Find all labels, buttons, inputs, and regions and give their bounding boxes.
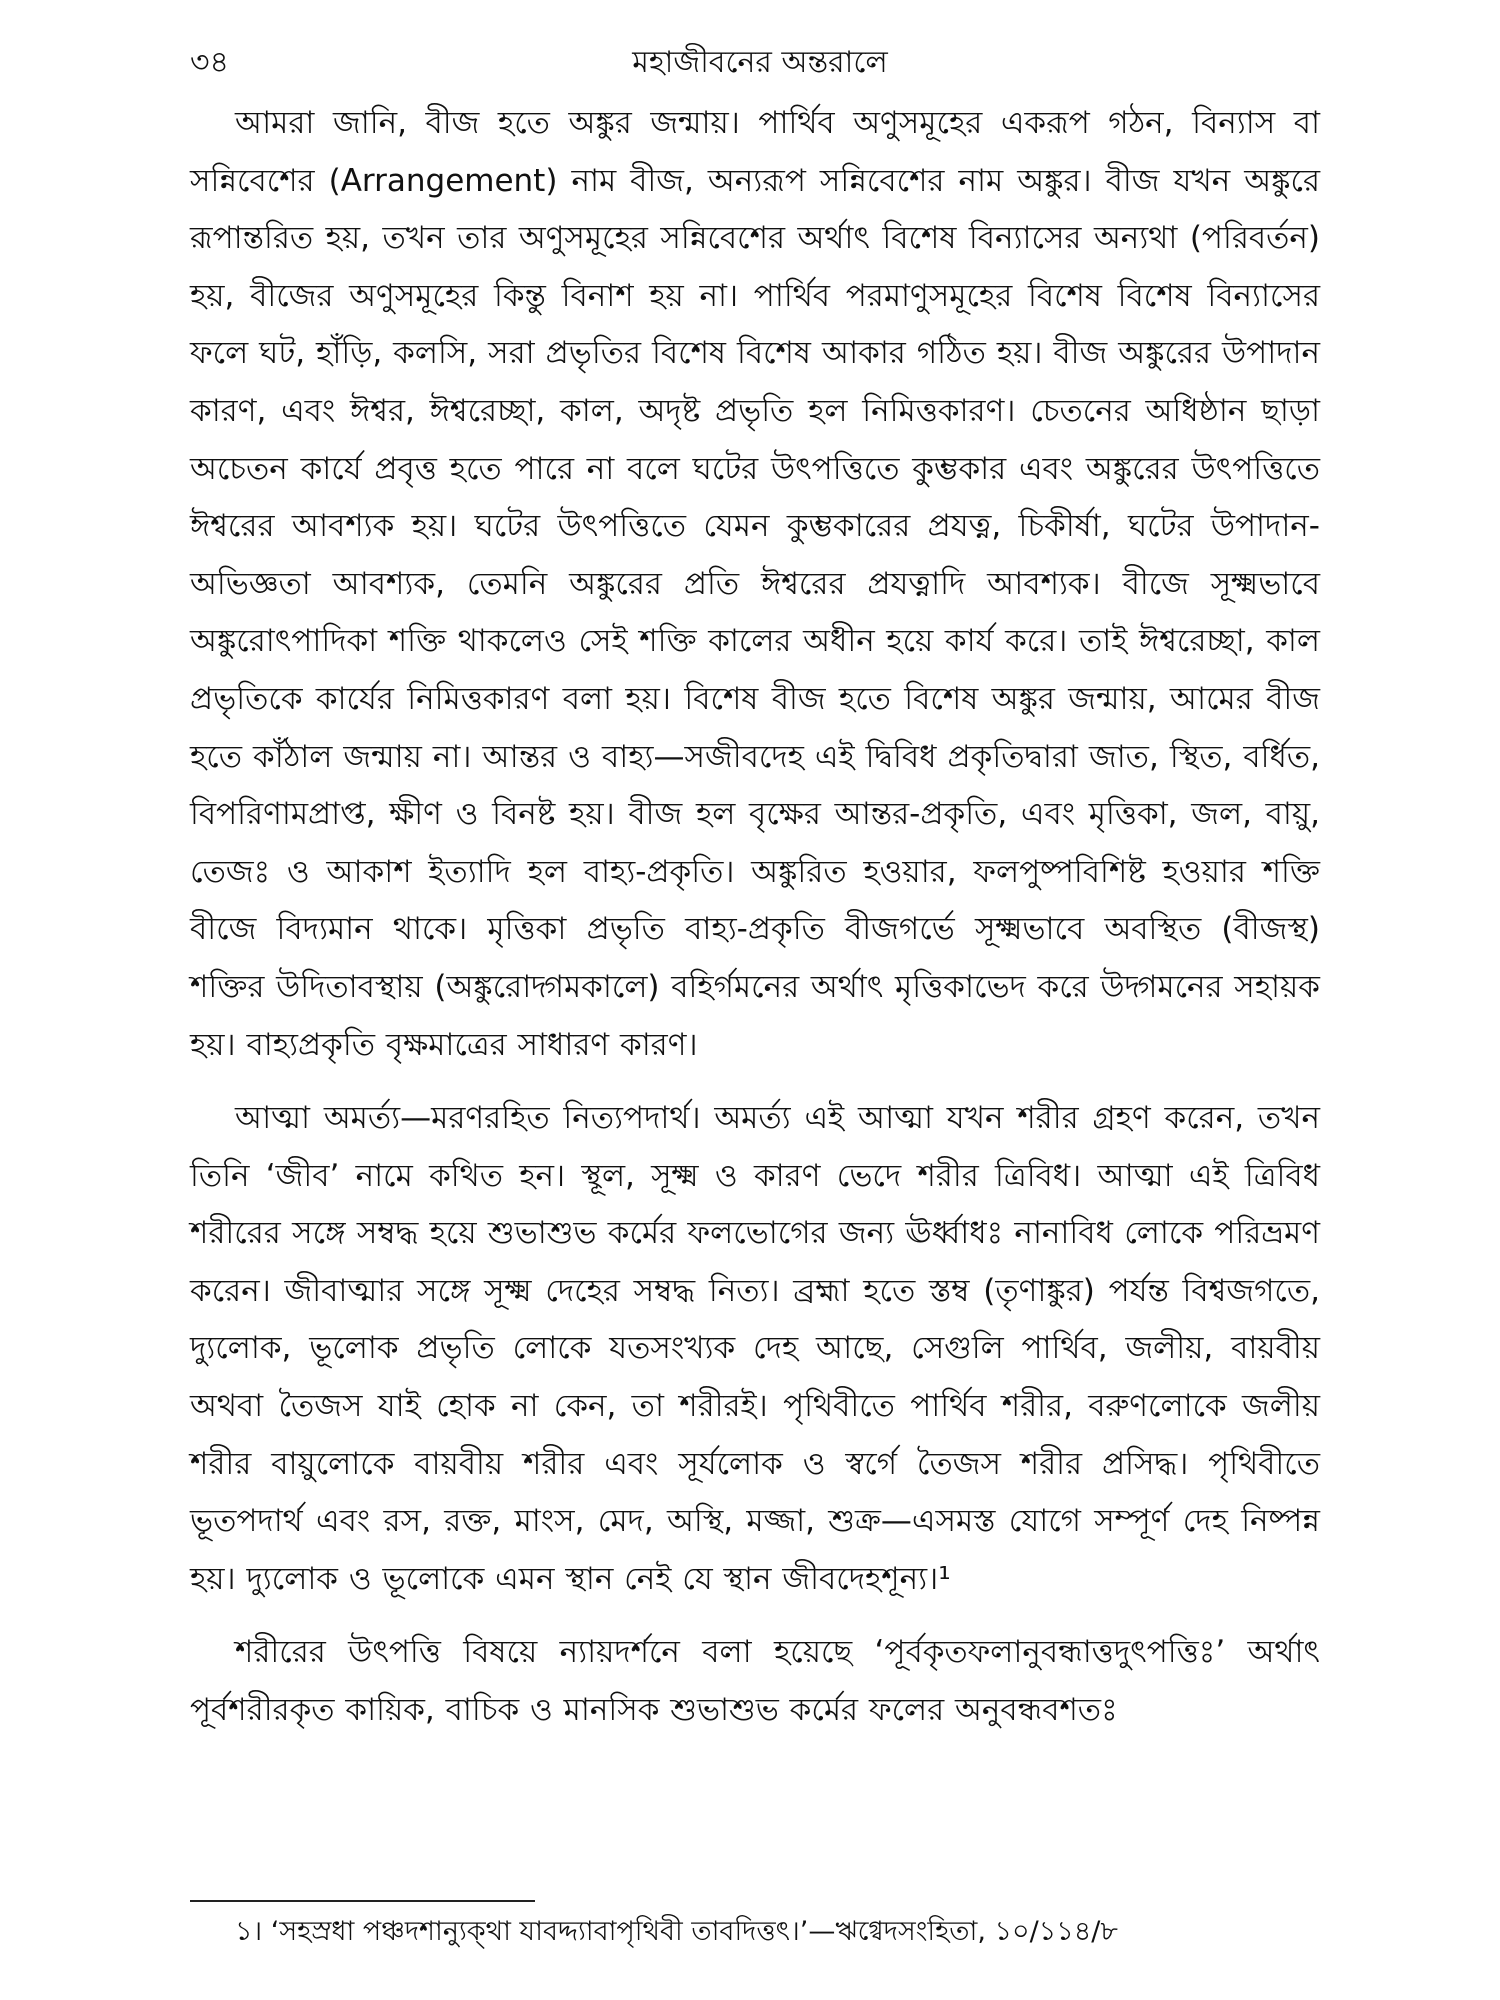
paragraph: শরীরের উৎপত্তি বিষয়ে ন্যায়দর্শনে বলা হয়েছে ‘পূর্বকৃতফলানুবন্ধাত্তদুৎপত্তিঃ’ অর্থাৎ পূর্বশরীরকৃত কায়িক, বাচিক ও মানসিক শুভাশুভ কর্মের ফলের অনুবন্ধবশতঃ — [190, 1634, 1320, 1729]
paragraph: আত্মা অমর্ত্য—মরণরহিত নিত্যপদার্থ। অমর্ত্য এই আত্মা যখন শরীর গ্রহণ করেন, তখন তিনি ‘জীব’ নামে কথিত হন। স্থূল, সূক্ষ্ম ও কারণ ভেদে শরীর ত্রিবিধ। আত্মা এই ত্রিবিধ শরীরের সঙ্গে সম্বদ্ধ হয়ে শুভাশুভ কর্মের ফলভোগের জন্য ঊর্ধ্বাধঃ নানাবিধ লোকে পরিভ্রমণ করেন। জীবাত্মার সঙ্গে সূক্ষ্ম দেহের সম্বদ্ধ নিত্য। ব্রহ্মা হতে স্তম্ব (তৃণাঙ্কুর) পর্যন্ত বিশ্বজগতে, দ্যুলোক, ভূলোক প্রভৃতি লোকে যতসংখ্যক দেহ আছে, সেগুলি পার্থিব, জলীয়, বায়বীয় অথবা তৈজস যাই হোক না কেন, তা শরীরই। পৃথিবীতে পার্থিব শরীর, বরুণলোকে জলীয় শরীর বায়ুলোকে বায়বীয় শরীর এবং সূর্যলোক ও স্বর্গে তৈজস শরীর প্রসিদ্ধ। পৃথিবীতে ভূতপদার্থ এবং রস, রক্ত, মাংস, মেদ, অস্থি, মজ্জা, শুক্র—এসমস্ত যোগে সম্পূর্ণ দেহ নিষ্পন্ন হয়। দ্যুলোক ও ভূলোকে এমন স্থান নেই যে স্থান জীবদেহশূন্য।¹ — [190, 1100, 1320, 1597]
running-title: মহাজীবনের অন্তরালে — [632, 45, 888, 80]
page-number: ৩৪ — [190, 45, 229, 80]
body-text — [190, 95, 1320, 1756]
page-header — [190, 38, 1330, 88]
footnote: ১। ‘সহস্রধা পঞ্চদশান্যুক্থা যাবদ্দ্যাবাপৃথিবী তাবদিত্তৎ।’—ঋগ্বেদসংহিতা, ১০/১১৪/৮ — [235, 1916, 1118, 1947]
paragraph: আমরা জানি, বীজ হতে অঙ্কুর জন্মায়। পার্থিব অণুসমূহের একরূপ গঠন, বিন্যাস বা সন্নিবেশের (Arrangement) নাম বীজ, অন্যরূপ সন্নিবেশের নাম অঙ্কুর। বীজ যখন অঙ্কুরে রূপান্তরিত হয়, তখন তার অণুসমূহের সন্নিবেশের অর্থাৎ বিশেষ বিন্যাসের অন্যথা (পরিবর্তন) হয়, বীজের অণুসমূহের কিন্তু বিনাশ হয় না। পার্থিব পরমাণুসমূহের বিশেষ বিশেষ বিন্যাসের ফলে ঘট, হাঁড়ি, কলসি, সরা প্রভৃতির বিশেষ বিশেষ আকার গঠিত হয়। বীজ অঙ্কুরের উপাদান কারণ, এবং ঈশ্বর, ঈশ্বরেচ্ছা, কাল, অদৃষ্ট প্রভৃতি হল নিমিত্তকারণ। চেতনের অধিষ্ঠান ছাড়া অচেতন কার্যে প্রবৃত্ত হতে পারে না বলে ঘটের উৎপত্তিতে কুম্ভকার এবং অঙ্কুরের উৎপত্তিতে ঈশ্বরের আবশ্যক হয়। ঘটের উৎপত্তিতে যেমন কুম্ভকারের প্রযত্ন, চিকীর্ষা, ঘটের উপাদান-অভিজ্ঞতা আবশ্যক, তেমনি অঙ্কুরের প্রতি ঈশ্বরের প্রযত্নাদি আবশ্যক। বীজে সূক্ষ্মভাবে অঙ্কুরোৎপাদিকা শক্তি থাকলেও সেই শক্তি কালের অধীন হয়ে কার্য করে। তাই ঈশ্বরেচ্ছা, কাল প্রভৃতিকে কার্যের নিমিত্তকারণ বলা হয়। বিশেষ বীজ হতে বিশেষ অঙ্কুর জন্মায়, আমের বীজ হতে কাঁঠাল জন্মায় না। আন্তর ও বাহ্য—সজীবদেহ এই দ্বিবিধ প্রকৃতিদ্বারা জাত, স্থিত, বর্ধিত, বিপরিণামপ্রাপ্ত, ক্ষীণ ও বিনষ্ট হয়। বীজ হল বৃক্ষের আন্তর-প্রকৃতি, এবং মৃত্তিকা, জল, বায়ু, তেজঃ ও আকাশ ইত্যাদি হল বাহ্য-প্রকৃতি। অঙ্কুরিত হওয়ার, ফলপুষ্পবিশিষ্ট হওয়ার শক্তি বীজে বিদ্যমান থাকে। মৃত্তিকা প্রভৃতি বাহ্য-প্রকৃতি বীজগর্ভে সূক্ষ্মভাবে অবস্থিত (বীজস্থ) শক্তির উদিতাবস্থায় (অঙ্কুরোদ্গমকালে) বহির্গমনের অর্থাৎ মৃত্তিকাভেদ করে উদ্গমনের সহায়ক হয়। বাহ্যপ্রকৃতি বৃক্ষমাত্রের সাধারণ কারণ। — [190, 105, 1320, 1063]
footnote-divider — [190, 1900, 535, 1902]
